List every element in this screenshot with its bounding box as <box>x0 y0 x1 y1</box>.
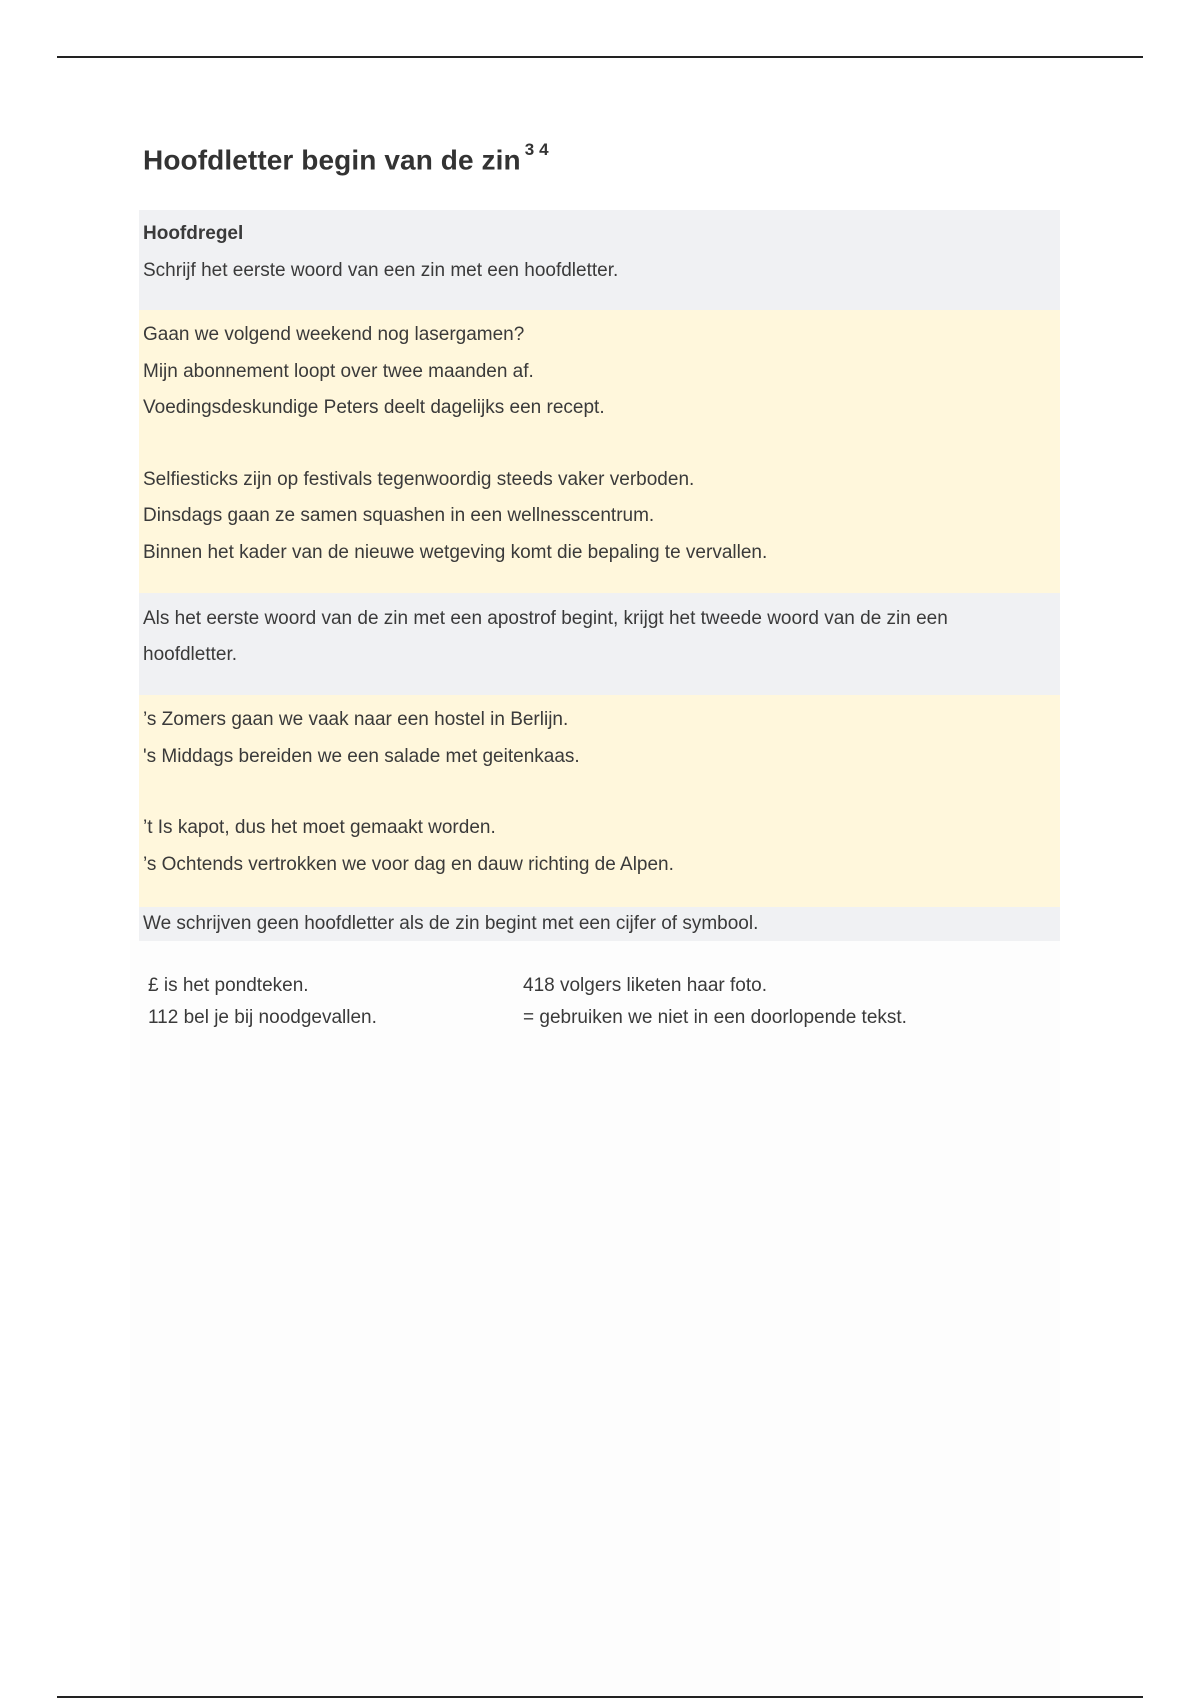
footer-rule <box>57 1696 1143 1698</box>
spacer <box>143 775 1060 810</box>
example-sentence: Gaan we volgend weekend nog lasergamen? <box>143 324 525 345</box>
example-sentence: Selfiesticks zijn op festivals tegenwoordig steeds vaker verboden. <box>143 468 695 490</box>
rule-heading: Hoofdregel <box>143 223 244 244</box>
examples-block-2 <box>139 695 1060 907</box>
apostrophe-rule-text: Als het eerste woord van de zin met een apostrof begint, krijgt het tweede woord van de zin een hoofdletter. <box>143 608 948 665</box>
footnote-refs: 3 4 <box>524 140 549 159</box>
example-sentence: £ is het pondteken. <box>148 975 309 996</box>
spacer <box>143 427 1060 462</box>
page-title-text: Hoofdletter begin van de zin <box>143 144 521 176</box>
example-sentence: ’t Is kapot, dus het moet gemaakt worden. <box>143 817 496 838</box>
examples-block-1 <box>139 310 1060 593</box>
page-title <box>143 140 549 176</box>
symbol-rule-text: We schrijven geen hoofdletter als de zin begint met een cijfer of symbool. <box>143 913 759 934</box>
example-sentence: 418 volgers liketen haar foto. <box>523 975 767 996</box>
example-sentence: Dinsdags gaan ze samen squashen in een wellnesscentrum. <box>143 505 655 526</box>
example-sentence: Binnen het kader van de nieuwe wetgeving komt die bepaling te vervallen. <box>143 541 768 563</box>
main-rule-block <box>139 210 1060 310</box>
page-background <box>130 940 1060 1695</box>
symbol-rule-block <box>139 907 1060 941</box>
example-sentence: 112 bel je bij noodgevallen. <box>148 1007 377 1028</box>
apostrophe-rule-block <box>139 593 1060 695</box>
example-sentence: Mijn abonnement loopt over twee maanden af. <box>143 360 534 382</box>
example-sentence: Voedingsdeskundige Peters deelt dagelijks een recept. <box>143 397 605 418</box>
header-rule <box>57 56 1143 58</box>
example-sentence: ’s Zomers gaan we vaak naar een hostel in Berlijn. <box>143 709 569 730</box>
example-sentence: ’s Ochtends vertrokken we voor dag en dauw richting de Alpen. <box>143 853 674 875</box>
example-sentence: = gebruiken we niet in een doorlopende tekst. <box>523 1007 907 1028</box>
example-sentence: 's Middags bereiden we een salade met geitenkaas. <box>143 745 580 767</box>
rule-text: Schrijf het eerste woord van een zin met een hoofdletter. <box>143 259 619 281</box>
